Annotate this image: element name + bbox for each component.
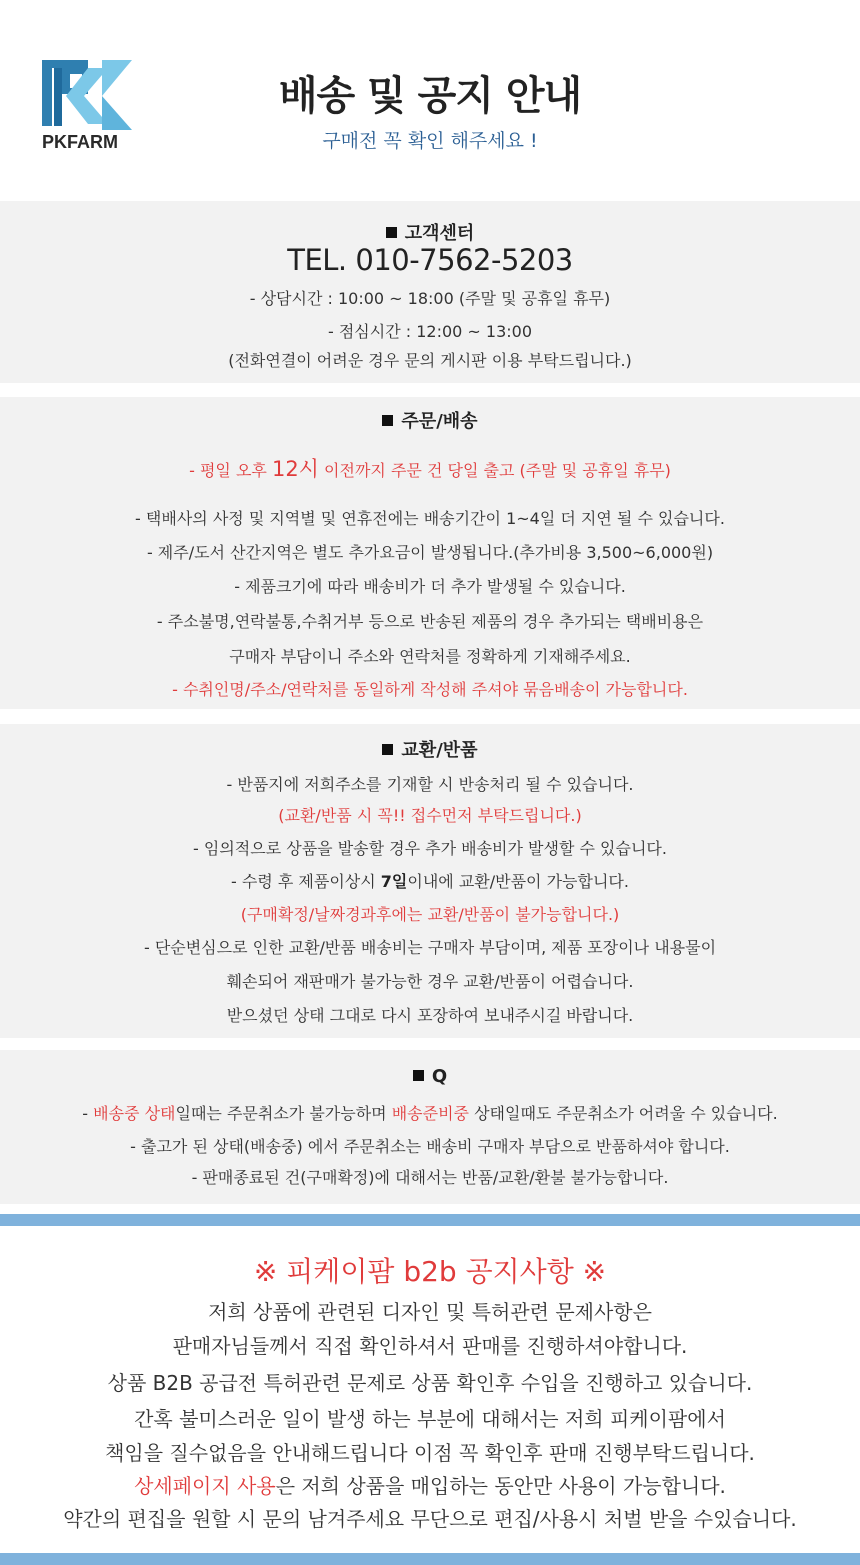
q-line <box>0 1101 860 1124</box>
exchange-return-section <box>0 724 860 1038</box>
exchange-title: 교환/반품 <box>401 740 478 761</box>
exchange-line: 받으셨던 상태 그대로 다시 포장하여 보내주시길 바랍니다. <box>226 1006 634 1025</box>
notice-line: 간혹 불미스러운 일이 발생 하는 부분에 대해서는 저희 피케이팜에서 <box>134 1407 726 1431</box>
exchange-line <box>0 869 860 892</box>
exchange-days: 7일 <box>380 872 408 891</box>
phone-number: TEL. 010-7562-5203 <box>287 243 573 277</box>
q-line: - 판매종료된 건(구매확정)에 대해서는 반품/교환/환불 불가능합니다. <box>191 1168 669 1187</box>
exchange-line: - 단순변심으로 인한 교환/반품 배송비는 구매자 부담이며, 제품 포장이나 내용물이 <box>143 938 717 957</box>
section-title <box>0 407 860 433</box>
logo-text: PKFARM <box>42 132 118 152</box>
divider-bar-top <box>0 1214 860 1226</box>
q-line: - 출고가 된 상태(배송중) 에서 주문취소는 배송비 구매자 부담으로 반품하셔야 합니다. <box>130 1137 730 1156</box>
section-title <box>0 1066 860 1087</box>
notice-line: 판매자님들께서 직접 확인하셔서 판매를 진행하셔야합니다. <box>172 1334 688 1358</box>
order-shipping-section <box>0 397 860 709</box>
cutoff-time: 12시 <box>271 457 319 481</box>
q-l1-a: - <box>82 1104 94 1123</box>
square-bullet-icon <box>386 227 397 238</box>
notice-title: ※ 피케이팜 b2b 공지사항 ※ <box>253 1255 607 1288</box>
cutoff-notice <box>0 453 860 483</box>
order-line: - 제품크기에 따라 배송비가 더 추가 발생될 수 있습니다. <box>234 577 626 596</box>
notice-line <box>0 1470 860 1499</box>
q-l1-c: 일때는 주문취소가 불가능하며 <box>175 1104 392 1123</box>
q-title: Q <box>431 1066 448 1087</box>
customer-center-section <box>0 201 860 383</box>
square-bullet-icon <box>382 415 393 426</box>
exchange-red-note: (교환/반품 시 꼭!! 접수먼저 부탁드립니다.) <box>278 806 582 825</box>
q-l1-e: 상태일때도 주문취소가 어려울 수 있습니다. <box>468 1104 778 1123</box>
bundle-shipping-notice: - 수취인명/주소/연락처를 동일하게 작성해 주셔야 묶음배송이 가능합니다. <box>172 680 688 699</box>
order-line: - 택배사의 사정 및 지역별 및 연휴전에는 배송기간이 1~4일 더 지연 될 수 있습니다. <box>135 509 725 528</box>
exchange-line3-pre: - 수령 후 제품이상시 <box>231 872 381 891</box>
exchange-line3-post: 이내에 교환/반품이 가능합니다. <box>407 872 629 891</box>
lunch-hours: - 점심시간 : 12:00 ~ 13:00 <box>327 322 533 341</box>
notice-line: 상품 B2B 공급전 특허관련 문제로 상품 확인후 수입을 진행하고 있습니다. <box>107 1371 753 1395</box>
exchange-line: - 임의적으로 상품을 발송할 경우 추가 배송비가 발생할 수 있습니다. <box>193 839 667 858</box>
notice-red-rest: 은 저희 상품을 매입하는 동안만 사용이 가능합니다. <box>275 1474 726 1498</box>
customer-center-title: 고객센터 <box>404 223 475 244</box>
section-title <box>0 736 860 762</box>
cutoff-post: 이전까지 주문 건 당일 출고 (주말 및 공휴일 휴무) <box>318 461 671 480</box>
notice-line: 약간의 편집을 원할 시 문의 남겨주세요 무단으로 편집/사용시 처벌 받을 수있습니다. <box>63 1507 797 1531</box>
order-line: - 제주/도서 산간지역은 별도 추가요금이 발생됩니다.(추가비용 3,500~6,000원) <box>146 543 714 562</box>
page-header <box>0 0 860 200</box>
divider-bar-bottom <box>0 1553 860 1565</box>
square-bullet-icon <box>382 744 393 755</box>
order-line: 구매자 부담이니 주소와 연락처를 정확하게 기재해주세요. <box>229 647 631 666</box>
page-title: 배송 및 공지 안내 <box>278 73 582 119</box>
detail-page-usage: 상세페이지 사용 <box>134 1474 276 1498</box>
order-title: 주문/배송 <box>401 411 478 432</box>
q-section <box>0 1050 860 1204</box>
cutoff-pre: - 평일 오후 <box>189 461 272 480</box>
section-title <box>0 219 860 245</box>
q-l1-shipping: 배송중 상태 <box>93 1104 176 1123</box>
exchange-red-note: (구매확정/날짜경과후에는 교환/반품이 불가능합니다.) <box>240 905 620 924</box>
q-l1-preparing: 배송준비중 <box>391 1104 469 1123</box>
exchange-line: 훼손되어 재판매가 불가능한 경우 교환/반품이 어렵습니다. <box>226 972 634 991</box>
page-subtitle: 구매전 꼭 확인 해주세요 ! <box>322 130 538 152</box>
square-bullet-icon <box>413 1070 424 1081</box>
consult-hours: - 상담시간 : 10:00 ~ 18:00 (주말 및 공휴일 휴무) <box>249 289 611 308</box>
order-line: - 주소불명,연락불통,수취거부 등으로 반송된 제품의 경우 추가되는 택배비용은 <box>156 612 704 631</box>
notice-line: 저희 상품에 관련된 디자인 및 특허관련 문제사항은 <box>208 1300 652 1324</box>
exchange-line: - 반품지에 저희주소를 기재할 시 반송처리 될 수 있습니다. <box>226 775 634 794</box>
notice-line: 책임을 질수없음을 안내해드립니다 이점 꼭 확인후 판매 진행부탁드립니다. <box>105 1441 755 1465</box>
contact-note: (전화연결이 어려운 경우 문의 게시판 이용 부탁드립니다.) <box>228 351 632 370</box>
